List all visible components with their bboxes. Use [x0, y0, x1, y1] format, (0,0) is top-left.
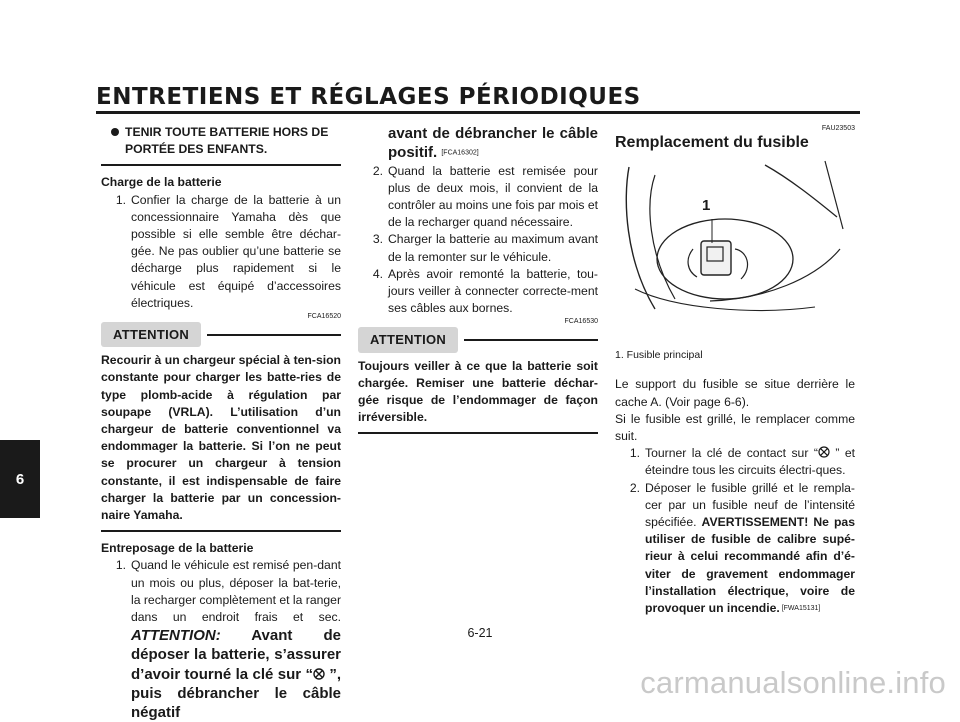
fuse-figure: [615, 159, 845, 319]
storage-heading: Entreposage de la batterie: [101, 541, 254, 556]
attention-badge: ATTENTION: [358, 327, 458, 352]
key-off-icon: [313, 668, 325, 680]
chapter-tab: 6: [0, 440, 40, 518]
attention-text: Toujours veiller à ce que la batterie soit chargée. Remiser une batterie déchar-gée risque de l’endommager de façon irréversible.: [358, 358, 598, 425]
step-text-a: Déposer le fusible grillé et le rempla-cer par un fusible neuf de l’intensité spécifiée.: [645, 480, 855, 530]
step-number: 4.: [372, 266, 383, 281]
attention-banner: [358, 327, 598, 352]
reference-code: [FWA15131]: [779, 605, 821, 613]
column-middle: [358, 124, 598, 442]
bullet-icon: [111, 128, 119, 136]
warning-text: TENIR TOUTE BATTERIE HORS DE PORTÉE DES ENFANTS.: [125, 125, 329, 157]
storage-step-4: [358, 266, 598, 318]
section-header-title: ENTRETIENS ET RÉGLAGES PÉRIODIQUES: [96, 84, 641, 110]
key-off-icon: [818, 446, 830, 458]
attention-banner: [101, 322, 341, 347]
step-number: 1.: [629, 446, 640, 461]
step-number: 2.: [372, 163, 383, 178]
divider: [101, 530, 341, 532]
step-text: Quand la batterie est remisée pour plus de deux mois, il convient de la contrôler au moins une fois par mois et de la recharger quand nécessaire.: [388, 163, 598, 230]
step-body: Quand le véhicule est remisé pen-dant un mois ou plus, déposer la bat-terie, la recharger complètement et la ranger dans un endroit frais et sec.: [131, 558, 342, 625]
reference-code: FCA16520: [307, 313, 341, 321]
header-rule: [96, 111, 860, 114]
reference-code: FAU23503: [821, 125, 855, 132]
divider: [358, 432, 598, 434]
attention-rule: [464, 339, 598, 341]
step-text: [645, 445, 855, 479]
step-text-a: Tourner la clé de contact sur “: [645, 446, 818, 461]
paragraph-1: Le support du fusible se situe derrière le cache A. (Voir page 6-6).: [615, 377, 855, 409]
attention-badge: ATTENTION: [101, 322, 201, 347]
step-text: Charger la batterie au maximum avant de la remonter sur le véhicule.: [388, 232, 598, 264]
storage-step-2: [358, 163, 598, 232]
reference-code: FCA16530: [564, 318, 598, 326]
figure-caption: 1. Fusible principal: [615, 349, 703, 362]
step-number: 2.: [629, 480, 640, 495]
inline-warning-text-b: ”, puis débrancher le câble négatif: [131, 665, 341, 722]
column-right: [615, 124, 855, 617]
step-number: 1.: [115, 558, 126, 573]
attention-rule: [207, 334, 341, 336]
step-text: Après avoir remonté la batterie, tou-jours veiller à connecter correcte-ment ses câbles aux bornes.: [388, 266, 598, 316]
paragraph-2: Si le fusible est grillé, le remplacer comme suit.: [615, 411, 855, 444]
section-title: Remplacement du fusible: [615, 134, 809, 151]
warning-item: [101, 124, 341, 158]
continued-warning-text: [388, 124, 598, 163]
step-text: Confier la charge de la batterie à un concessionnaire Yamaha dès que possible si elle semble être déchar-gée. Ne pas oublier qu’une batterie se décharge plus rapidement si le véhicule est équipé d’accessoires électriques.: [131, 192, 341, 310]
step-number: 3.: [372, 232, 383, 247]
watermark: carmanualsonline.info: [640, 665, 946, 700]
fuse-step-2: [615, 480, 855, 618]
continued-text: avant de débrancher le câble positif.: [388, 125, 598, 161]
step-warning: AVERTISSEMENT! Ne pas utiliser de fusible de calibre supé-rieur à celui recommandé afin d’é-viter de gravement endommager l’installation électrique, voire de provoquer un incendie.: [645, 515, 855, 616]
divider: [101, 164, 341, 166]
continued-warning: [358, 124, 598, 163]
charge-step-1: [101, 192, 341, 312]
charge-heading: Charge de la batterie: [101, 175, 222, 190]
step-text-b: ” et éteindre tous les circuits électri-ques.: [645, 446, 855, 478]
step-number: 1.: [115, 192, 126, 207]
inline-warning-lead: ATTENTION:: [131, 627, 221, 645]
storage-step-3: [358, 231, 598, 265]
inline-warning-text-a: Avant de déposer la batterie, s’assurer d’avoir tourné la clé sur “: [131, 627, 341, 683]
step-text: [645, 480, 855, 618]
step-number: [358, 124, 388, 163]
figure-callout: 1: [702, 197, 711, 215]
attention-text: Recourir à un chargeur spécial à ten-sion constante pour charger les batte-ries de type plomb-acide à régulation par soupape (VRLA). L’utilisation d’un chargeur de batterie conventionnel va endommager la batterie. Si l’on ne peut se procurer un chargeur à tension constante, il est indispensable de faire charger la batterie par un concession-naire Yamaha.: [101, 353, 341, 523]
fuse-illustration: [615, 159, 845, 319]
inline-warning: [131, 627, 341, 721]
reference-code: [FCA16302]: [441, 149, 479, 157]
fuse-step-1: [615, 445, 855, 479]
page-number: 6-21: [467, 626, 493, 640]
